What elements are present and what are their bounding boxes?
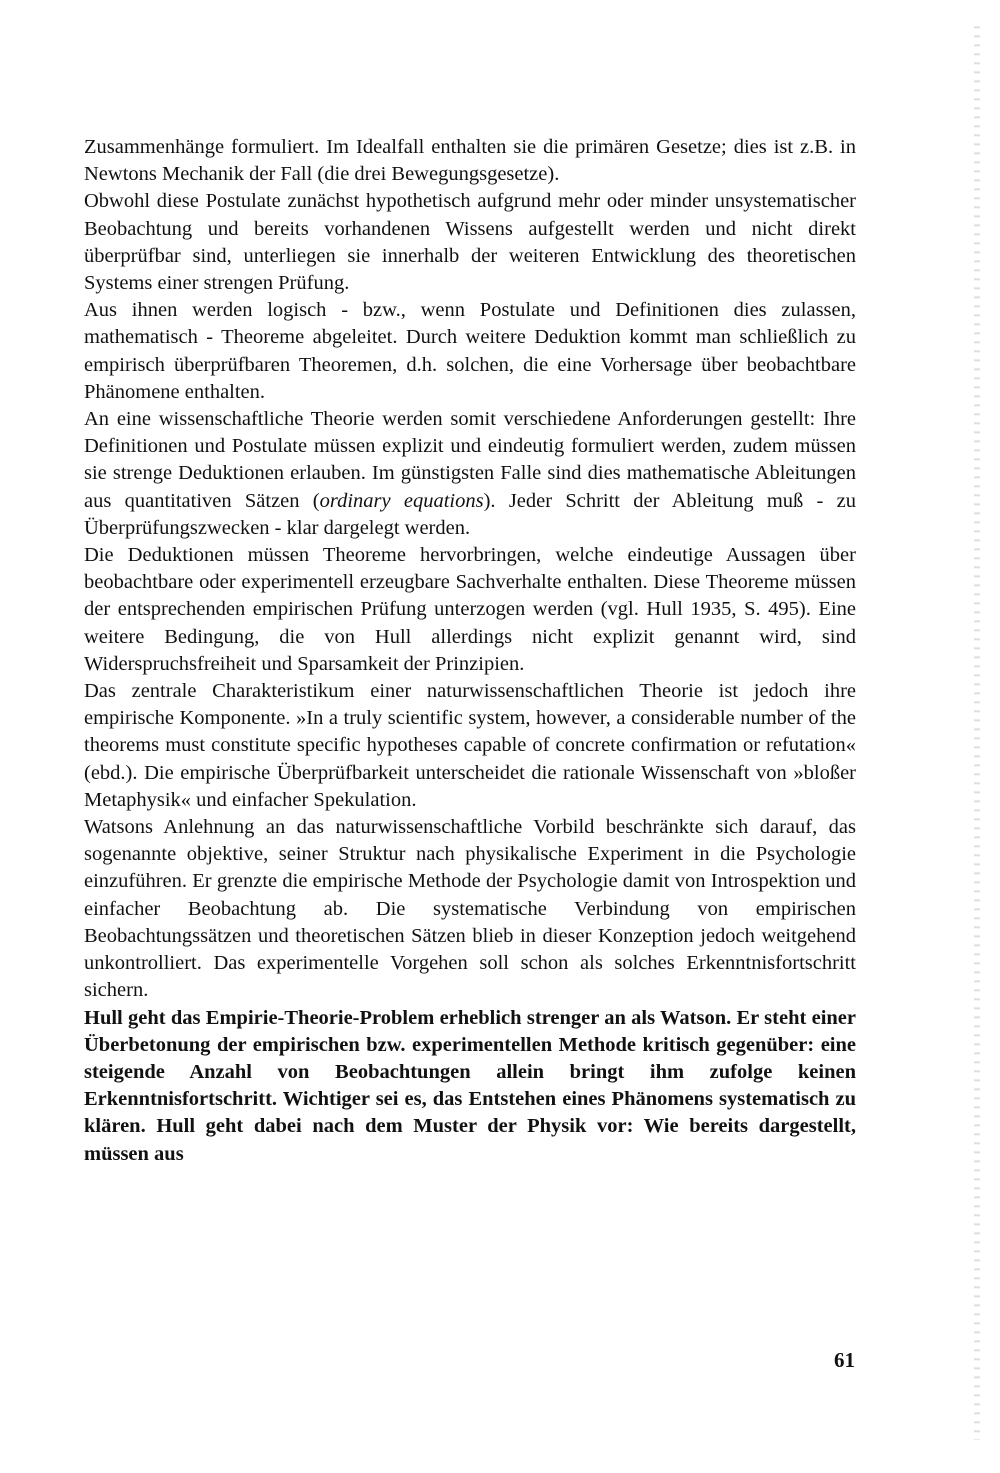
paragraph-1: Zusammenhänge formuliert. Im Idealfall enthalten sie die primären Gesetze; dies ist z.B. in Newtons Mechanik der Fall (die drei Bewegungsgesetze).	[84, 136, 856, 186]
paragraph-4-italic-term: ordinary equations	[319, 489, 484, 512]
paragraph-4-text-before: An eine wissenschaftliche Theorie werden somit verschiedene Anforderungen gestellt: Ihre Definitionen und Postulate müssen explizit und eindeutig formuliert werden, zudem müssen sie strenge Deduktionen erlauben. Im günstigsten Falle sind dies mathematische Ableitungen aus quantitativen Sätzen (	[84, 408, 856, 512]
page-number: 61	[834, 1348, 855, 1372]
paragraph-6: Das zentrale Charakteristikum einer naturwissenschaftlichen Theorie ist jedoch ihre empirische Komponente. »In a truly scientific system, however, a considerable number of the theorems must constitute specific hypotheses capable of concrete confirmation or refutation« (ebd.). Die empirische Überprüfbarkeit unterscheidet die rationale Wissenschaft von »bloßer Metaphysik« und einfacher Spekulation.	[84, 680, 856, 811]
paragraph-3: Aus ihnen werden logisch - bzw., wenn Postulate und Definitionen dies zulassen, mathematisch - Theoreme abgeleitet. Durch weitere Deduktion kommt man schließlich zu empirisch überprüfbaren Theoremen, d.h. solchen, die eine Vorhersage über beobachtbare Phänomene enthalten.	[84, 299, 856, 403]
paragraph-2: Obwohl diese Postulate zunächst hypothetisch aufgrund mehr oder minder unsystematischer Beobachtung und bereits vorhandenen Wissens aufgestellt werden und nicht direkt überprüfbar sind, unterliegen sie innerhalb der weiteren Entwicklung des theoretischen Systems einer strengen Prüfung.	[84, 190, 856, 295]
paragraph-5: Die Deduktionen müssen Theoreme hervorbringen, welche eindeutige Aussagen über beobachtbare oder experimentell erzeugbare Sachverhalte enthalten. Diese Theoreme müssen der entsprechenden empirischen Prüfung unterzogen werden (vgl. Hull 1935, S. 495). Eine weitere Bedingung, die von Hull allerdings nicht explizit genannt wird, sind Widerspruchsfreiheit und Sparsamkeit der Prinzipien.	[84, 544, 856, 675]
scan-edge-artifact	[974, 20, 980, 1440]
paragraph-4-text-after: ). Jeder Schritt der Ableitung muß - zu Überprüfungszwecken - klar dargelegt werden.	[84, 489, 856, 539]
paragraph-7: Watsons Anlehnung an das naturwissenschaftliche Vorbild beschränkte sich darauf, das sogenannte objektive, seiner Struktur nach physikalische Experiment in die Psychologie einzuführen. Er grenzte die empirische Methode der Psychologie damit von Introspektion und einfacher Beobachtung ab. Die systematische Verbindung von empirischen Beobachtungssätzen und theoretischen Sätzen blieb in dieser Konzeption jedoch weitgehend unkontrolliert. Das experimentelle Vorgehen soll schon als solches Erkenntnisfortschritt sichern.	[84, 816, 856, 1002]
paragraph-8: Hull geht das Empirie-Theorie-Problem erheblich strenger an als Watson. Er steht einer Überbetonung der empirischen bzw. experimentellen Methode kritisch gegenüber: eine steigende Anzahl von Beobachtungen allein bringt ihm zufolge keinen Erkenntnisfortschritt. Wichtiger sei es, das Entstehen eines Phänomens systematisch zu klären. Hull geht dabei nach dem Muster der Physik vor: Wie bereits dargestellt, müssen aus	[84, 1006, 856, 1165]
body-text	[84, 134, 856, 1168]
paragraph-4	[84, 406, 856, 542]
